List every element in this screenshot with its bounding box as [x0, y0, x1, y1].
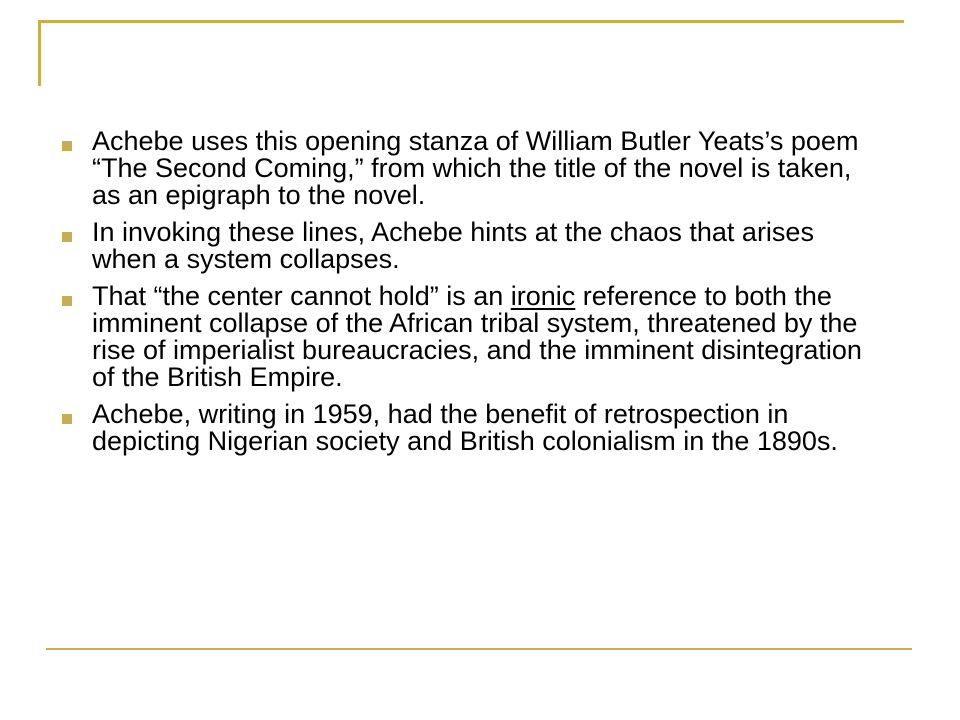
bullet-item-epigraph [62, 128, 882, 209]
bullet-text: In invoking these lines, Achebe hints at the chaos that arises when a system collapses. [92, 217, 814, 274]
bullet-text: Achebe, writing in 1959, had the benefit of retrospection in depicting Nigerian society and British colonialism in the 1890s. [92, 399, 838, 456]
square-bullet-icon [62, 414, 72, 424]
bullet-list [62, 128, 882, 465]
frame-left-rule [38, 20, 41, 86]
ironic-hyperlink[interactable]: ironic [510, 281, 576, 311]
square-bullet-icon [62, 296, 72, 306]
square-bullet-icon [62, 141, 72, 151]
bullet-item-chaos [62, 219, 882, 273]
bullet-text-before: That “the center cannot hold” is an [92, 281, 511, 311]
bullet-item-retrospection [62, 401, 882, 455]
bullet-text: Achebe uses this opening stanza of William Butler Yeats’s poem “The Second Coming,” from which the title of the novel is taken, as an epigraph to the novel. [92, 126, 859, 210]
bullet-item-center-cannot-hold [62, 283, 882, 391]
bullet-text [92, 281, 862, 392]
frame-bottom-rule [46, 648, 912, 650]
square-bullet-icon [62, 232, 72, 242]
frame-top-rule [38, 20, 904, 23]
bullet-text-after: reference to both the imminent collapse of the African tribal system, threatened by the rise of imperialist bureaucracies, and the imminent disintegration of the British Empire. [92, 281, 862, 392]
